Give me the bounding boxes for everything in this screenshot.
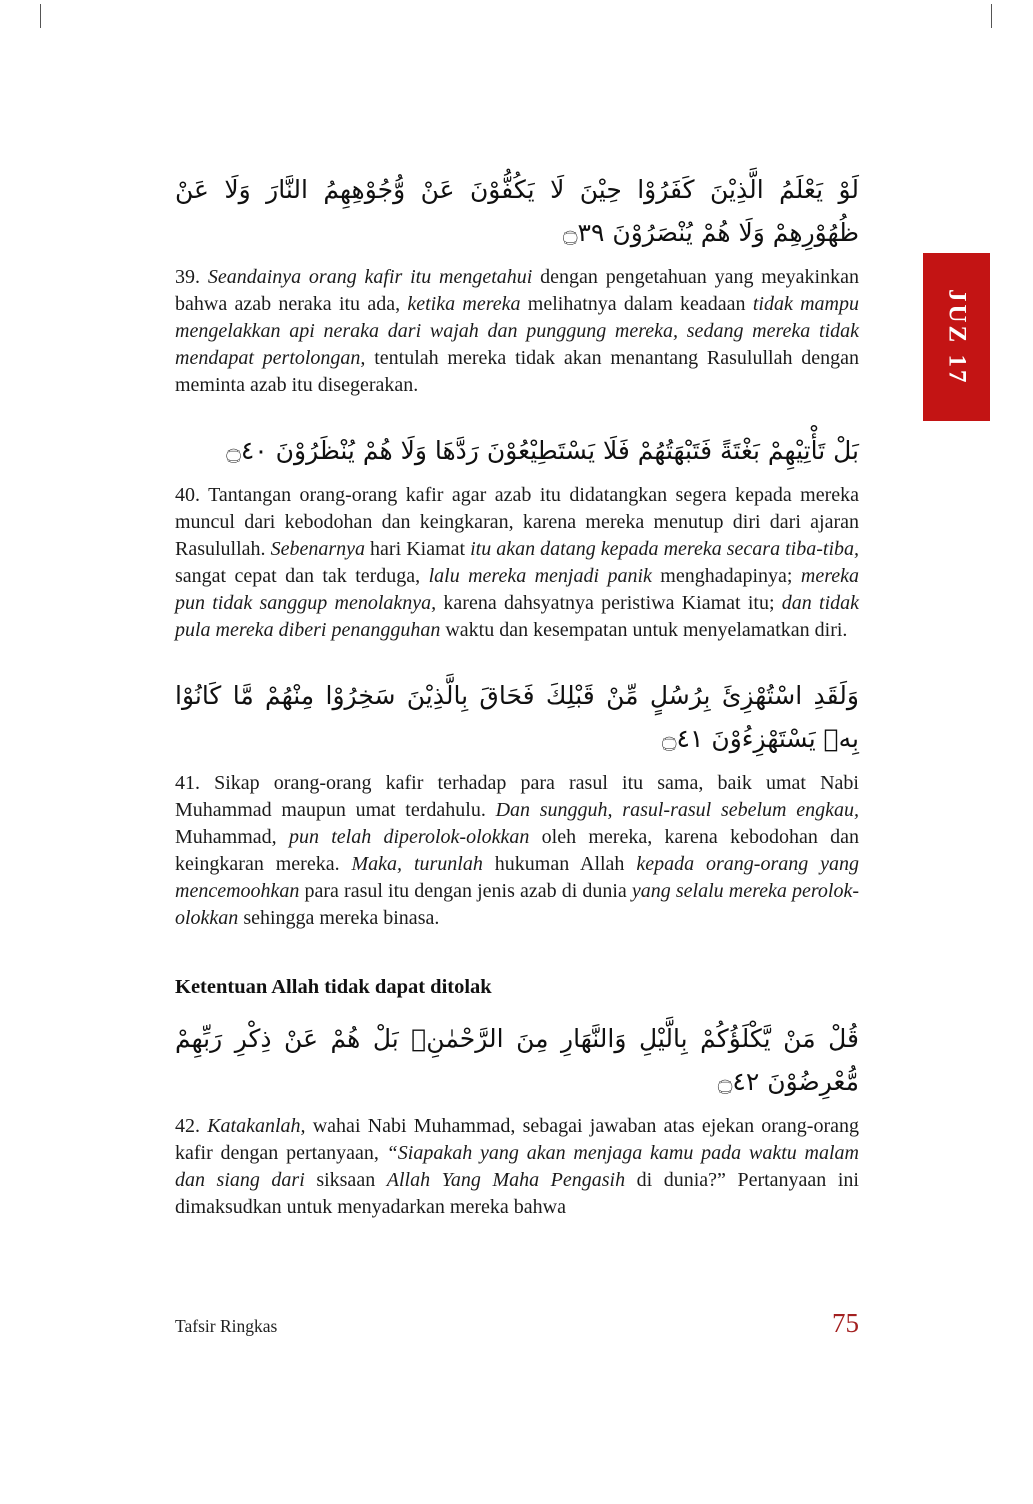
footer-book-title: Tafsir Ringkas	[175, 1316, 278, 1336]
tafsir-paragraph-39: 39. Seandainya orang kafir itu mengetahui dengan pengetahuan yang meyakinkan bahwa azab neraka itu ada, ketika mereka melihatnya dalam keadaan tidak mampu mengelakkan api neraka dari wajah dan punggung mereka, sedang mereka tidak mendapat pertolongan, tentulah mereka tidak akan menantang Rasulullah dengan meminta azab itu disegerakan.	[175, 266, 859, 396]
page-number: 75	[832, 1308, 859, 1338]
crop-mark-right	[991, 4, 992, 28]
tafsir-paragraph-42: 42. Katakanlah, wahai Nabi Muhammad, sebagai jawaban atas ejekan orang-orang kafir dengan pertanyaan, “Siapakah yang akan menjaga kamu pada waktu malam dan siang dari siksaan Allah Yang Maha Pengasih di dunia?” Pertanyaan ini dimaksudkan untuk menyadarkan mereka bahwa	[175, 1115, 860, 1218]
section-heading: Ketentuan Allah tidak dapat ditolak	[175, 976, 492, 998]
arabic-verse-39: لَوْ يَعْلَمُ الَّذِيْنَ كَفَرُوْا حِيْنَ لَا يَكُفُّوْنَ عَنْ وُّجُوْهِهِمُ النَّارَ وَلَا عَنْ ظُهُوْرِهِمْ وَلَا هُمْ يُنْصَرُوْنَ ۝٣٩	[175, 175, 859, 247]
crop-mark-left	[40, 4, 41, 28]
juz-tab	[923, 253, 990, 421]
tafsir-paragraph-40: 40. Tantangan orang-orang kafir agar azab itu didatangkan segera kepada mereka muncul dari kebodohan dan keingkaran, karena mereka menutup diri dari ajaran Rasulullah. Sebenarnya hari Kiamat itu akan datang kepada mereka secara tiba-tiba, sangat cepat dan tak terduga, lalu mereka menjadi panik menghadapinya; mereka pun tidak sanggup menolaknya, karena dahsyatnya peristiwa Kiamat itu; dan tidak pula mereka diberi penangguhan waktu dan kesempatan untuk menyelamatkan diri.	[175, 484, 860, 641]
juz-label: JUZ 17	[943, 288, 971, 386]
arabic-verse-41: وَلَقَدِ اسْتُهْزِئَ بِرُسُلٍ مِّنْ قَبْلِكَ فَحَاقَ بِالَّذِيْنَ سَخِرُوْا مِنْهُمْ مَّا كَانُوْا بِهٖ يَسْتَهْزِءُوْنَ ۝٤١	[175, 681, 859, 753]
page-footer	[175, 1308, 859, 1339]
tafsir-paragraph-41: 41. Sikap orang-orang kafir terhadap para rasul itu sama, baik umat Nabi Muhammad maupun umat terdahulu. Dan sungguh, rasul-rasul sebelum engkau, Muhammad, pun telah diperolok-olokkan oleh mereka, karena kebodohan dan keingkaran mereka. Maka, turunlah hukuman Allah kepada orang-orang yang mencemoohkan para rasul itu dengan jenis azab di dunia yang selalu mereka perolok-olokkan sehingga mereka binasa.	[175, 772, 860, 929]
arabic-verse-42: قُلْ مَنْ يَّكْلَؤُكُمْ بِالَّيْلِ وَالنَّهَارِ مِنَ الرَّحْمٰنِۗ بَلْ هُمْ عَنْ ذِكْرِ رَبِّهِمْ مُّعْرِضُوْنَ ۝٤٢	[175, 1024, 859, 1096]
page-content	[175, 168, 859, 1251]
arabic-verse-40: بَلْ تَأْتِيْهِمْ بَغْتَةً فَتَبْهَتُهُمْ فَلَا يَسْتَطِيْعُوْنَ رَدَّهَا وَلَا هُمْ يُنْظَرُوْنَ ۝٤٠	[226, 436, 859, 465]
